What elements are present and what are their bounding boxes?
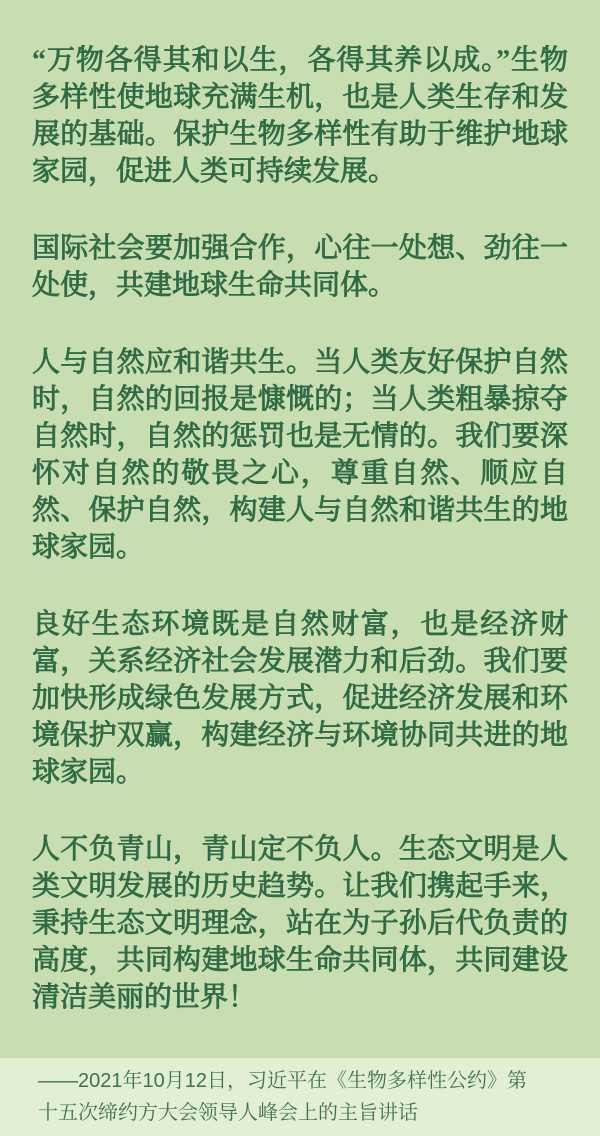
attribution-line-1: ——2021年10月12日，习近平在《生物多样性公约》第: [38, 1070, 527, 1092]
quote-paragraph: 国际社会要加强合作，心往一处想、劲往一处使，共建地球生命共同体。: [32, 233, 568, 301]
quote-paragraph: 人不负青山，青山定不负人。生态文明是人类文明发展的历史趋势。让我们携起手来，秉持生态文明理念，站在为子孙后代负责的高度，共同构建地球生命共同体，共同建设清洁美丽的世界！: [32, 834, 568, 1013]
attribution-bar: [0, 1058, 600, 1136]
quote-paragraph: 良好生态环境既是自然财富，也是经济财富，关系经济社会发展潜力和后劲。我们要加快形成绿色发展方式，促进经济发展和环境保护双赢，构建经济与环境协同共进的地球家园。: [32, 609, 568, 788]
attribution-line-2: 十五次缔约方大会领导人峰会上的主旨讲话: [38, 1102, 418, 1124]
quote-paragraph: 人与自然应和谐共生。当人类友好保护自然时，自然的回报是慷慨的；当人类粗暴掠夺自然时，自然的惩罚也是无情的。我们要深怀对自然的敬畏之心，尊重自然、顺应自然、保护自然，构建人与自然和谐共生的地球家园。: [32, 347, 568, 563]
quote-paragraph: “万物各得其和以生，各得其养以成。”生物多样性使地球充满生机，也是人类生存和发展的基础。保护生物多样性有助于维护地球家园，促进人类可持续发展。: [32, 45, 568, 187]
